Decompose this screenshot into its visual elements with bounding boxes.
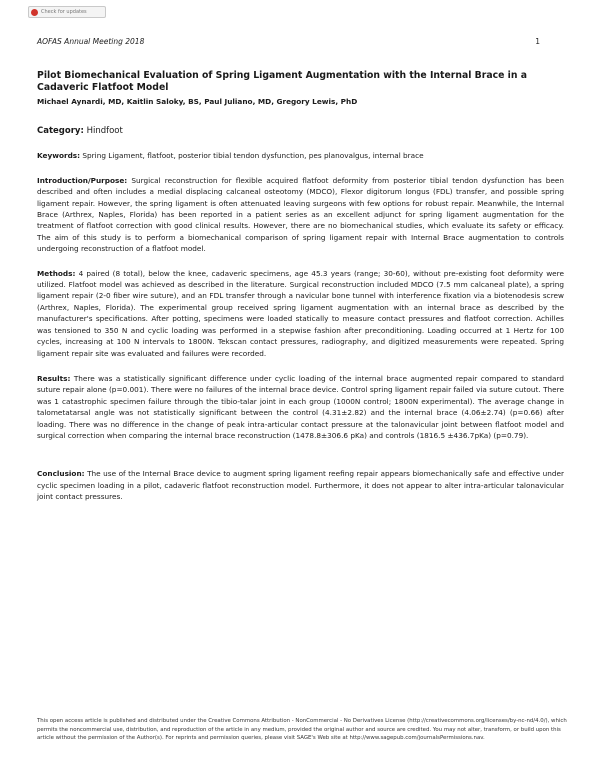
check-for-updates-badge[interactable] xyxy=(28,6,106,18)
methods-text: 4 paired (8 total), below the knee, cadaveric specimens, age 45.3 years (range; 30-60), without pre-existing foot deformity were utilized. Flatfoot model was achieved as described in the literature. Surgical reconstruction included MDCO (7.5 mm calcaneal plate), a spring ligament repair (2-0 fiber wire suture), and an FDL transfer through a navicular bone tunnel with interference fixation via a biotenodesis screw (Arthrex, Naples, Florida). The experimental group received spring ligament augmentation with an internal brace as described by the manufacturer's specifications. After potting, specimens were loaded statically to measure contact pressures and flatfoot correction. Achilles was tensioned to 350 N and cyclic loading was performed in a stepwise fashion after preconditioning. Loading occurred at 1 Hertz for 100 cycles, increasing at 100 N intervals to 1800N. Tekscan contact pressures, radiography, and digitized measurements were repeated. Spring ligament repair site was evaluated and failures were recorded. xyxy=(37,268,564,358)
journal-header: AOFAS Annual Meeting 2018 xyxy=(37,37,145,46)
category-value: Hindfoot xyxy=(86,126,123,136)
category-line xyxy=(37,126,564,137)
conclusion-text: The use of the Internal Brace device to augment spring ligament reefing repair appears biomechanically safe and effective under cyclic specimen loading in a pilot, cadaveric flatfoot reconstruction model. Furthermore, it does not appear to alter intra-articular talonavicular joint contact pressures. xyxy=(37,469,564,502)
badge-label: Check for updates xyxy=(41,9,87,15)
introduction-label: Introduction/Purpose: xyxy=(37,175,128,185)
license-footer: This open access article is published and distributed under the Creative Commons Attribution - NonCommercial - No Derivatives License (http://creativecommons.org/licenses/by-nc-nd/4.0/), which permits the noncommercial use, distribution, and reproduction of the article in any medium, provided the original author and source are credited. You may not alter, transform, or build upon this article without the permission of the Author(s). For reprints and permission queries, please visit SAGE's Web site at http://www.sagepub.com/journalsPermissions.nav. xyxy=(37,718,567,742)
results-label: Results: xyxy=(37,373,71,383)
category-label: Category: xyxy=(37,126,84,136)
keywords-label: Keywords: xyxy=(37,151,81,161)
crossmark-icon xyxy=(31,9,38,16)
introduction-text: Surgical reconstruction for flexible acquired flatfoot deformity from posterior tibial tendon dysfunction has been described and often includes a medial displacing calcaneal osteotomy (MDCO), Flexor digitorum longus (FDL) transfer, and possible spring ligament repair. However, the spring ligament is often attenuated leaving surgeons with few options for robust repair. Meanwhile, the Internal Brace (Arthrex, Naples, Florida) has been reported in a patient series as an excellent adjunct for spring ligament augmentation for the treatment of flatfoot correction with good clinical results. However, there are no biomechanical studies, which evaluate its safety or efficacy. The aim of this study is to perform a biomechanical comparison of spring ligament repair with Internal Brace augmentation to controls undergoing reconstruction of a flatfoot model. xyxy=(37,175,565,254)
results-text: There was a statistically significant difference under cyclic loading of the internal brace augmented repair compared to standard suture repair alone (p=0.001). There were no failures of the internal brace device. Control spring ligament repair failed via suture cutout. There was 1 catastrophic specimen failure through the tibio-talar joint in each group (1000N control; 1800N experimental). The average change in talometatarsal angle was not statistically significant between the control (4.31±2.82) and the internal brace (4.06±2.74) (p=0.66) after loading. There was no difference in the change of peak intra-articular contact pressure at the talonavicular joint between flatfoot model and surgical correction when comparing the internal brace reconstruction (1478.8±306.6 pKa) and controls (1816.5 ±436.7pKa) (p=0.79). xyxy=(37,373,564,440)
conclusion-section xyxy=(37,468,564,502)
results-section xyxy=(37,373,564,441)
methods-label: Methods: xyxy=(37,268,76,278)
methods-section xyxy=(37,268,564,359)
conclusion-label: Conclusion: xyxy=(37,469,85,479)
abstract-body xyxy=(37,70,564,503)
keywords-value: Spring Ligament, flatfoot, posterior tibial tendon dysfunction, pes planovalgus, internal brace xyxy=(82,151,424,161)
author-list: Michael Aynardi, MD, Kaitlin Saloky, BS, Paul Juliano, MD, Gregory Lewis, PhD xyxy=(37,97,358,106)
paper-title: Pilot Biomechanical Evaluation of Spring Ligament Augmentation with the Internal Brace in a Cadaveric Flatfoot Model xyxy=(37,70,527,93)
introduction-section xyxy=(37,175,564,255)
keywords-line xyxy=(37,150,564,161)
page-number: 1 xyxy=(535,37,540,46)
